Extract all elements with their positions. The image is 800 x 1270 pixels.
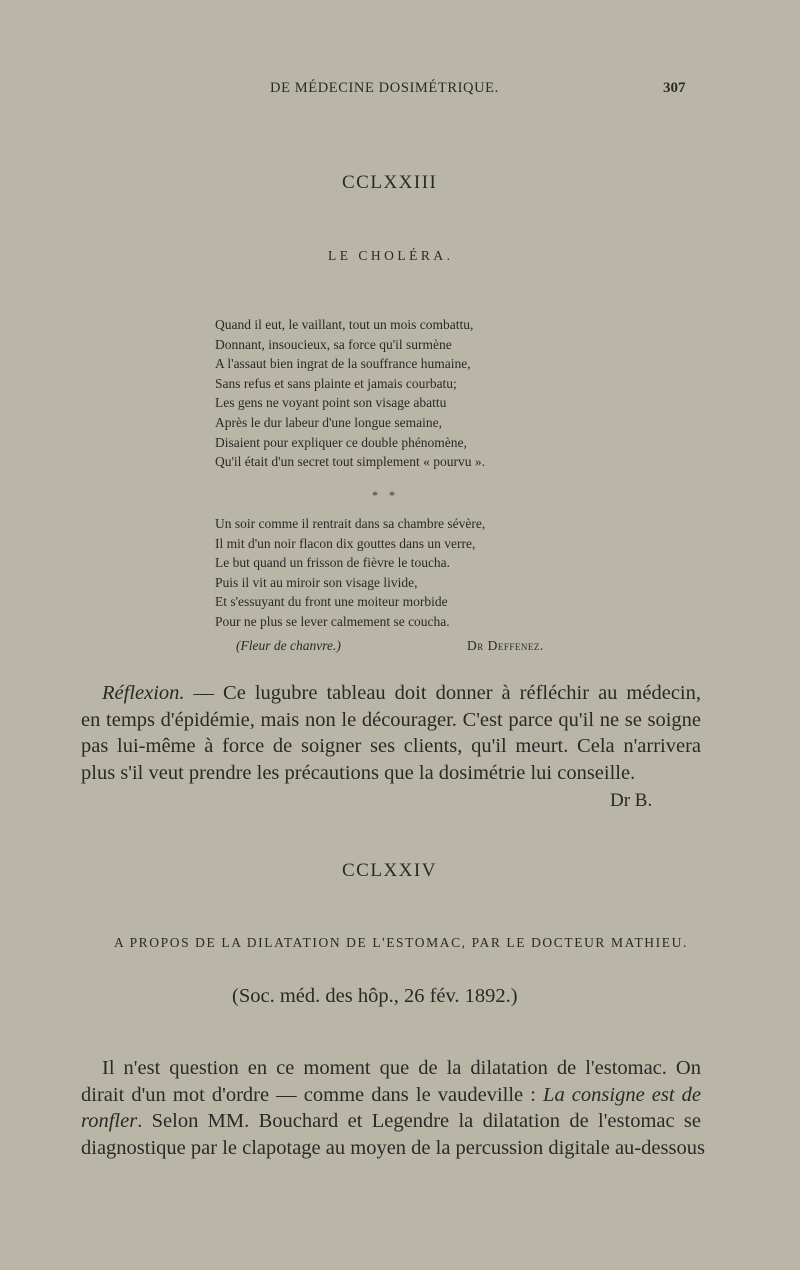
poem-line: Pour ne plus se lever calmement se coucha. [215, 613, 450, 629]
poem-stanza-1 [215, 315, 485, 472]
poem-source [236, 638, 341, 654]
body-italic: La consigne est de [543, 1083, 701, 1106]
poem-line: Sans refus et sans plainte et jamais courbatu; [215, 375, 457, 391]
poem-line: Le but quand un frisson de fièvre le toucha. [215, 555, 451, 571]
body-line-1: Il n'est question en ce moment que de la dilatation de l'estomac. On [102, 1057, 701, 1079]
body-text: . Selon MM. Bouchard et Legendre la dilatation de l'estomac se [137, 1110, 701, 1132]
poem-source-text: (Fleur de chanvre.) [236, 638, 341, 653]
reflexion-text: — Ce lugubre tableau doit donner à réfléchir au médecin, [193, 682, 701, 704]
poem-stanza-2 [215, 514, 485, 632]
body-paragraph [81, 1055, 705, 1161]
poem-line: Puis il vit au miroir son visage livide, [215, 574, 418, 590]
body-line-4: diagnostique par le clapotage au moyen de la percussion digitale au-dessous [81, 1136, 705, 1159]
poem-line: A l'assaut bien ingrat de la souffrance humaine, [215, 356, 471, 372]
poem-line: Un soir comme il rentrait dans sa chambre sévère, [215, 516, 486, 531]
poem-line: Quand il eut, le vaillant, tout un mois combattu, [215, 317, 474, 332]
poem-line: Il mit d'un noir flacon dix gouttes dans un verre, [215, 535, 476, 551]
poem-line: Les gens ne voyant point son visage abattu [215, 395, 447, 411]
section-title-1: LE CHOLÉRA. [328, 248, 454, 263]
section-number-1: CCLXXIII [342, 172, 438, 193]
section-title-2: A PROPOS DE LA DILATATION DE L'ESTOMAC, PAR LE DOCTEUR MATHIEU. [114, 935, 688, 950]
poem-line: Disaient pour expliquer ce double phénomène, [215, 434, 467, 450]
reflexion-line-1 [81, 680, 701, 707]
page-number: 307 [663, 80, 686, 96]
poem-line: Et s'essuyant du front une moiteur morbide [215, 594, 448, 610]
poem-line: Donnant, insoucieux, sa force qu'il surmène [215, 336, 452, 352]
poem-line: Qu'il était d'un secret tout simplement « pourvu ». [215, 454, 485, 470]
reflexion-label: Réflexion. [102, 682, 185, 704]
body-italic: ronfler [81, 1110, 138, 1132]
stanza-separator: * * [372, 488, 399, 502]
poem-author: Dr Deffenez. [467, 638, 544, 653]
reflexion-line-3: pas lui-même à force de soigner ses clients, qu'il meurt. Cela n'arrivera [81, 735, 701, 757]
body-line-3 [81, 1108, 701, 1135]
section-number-2: CCLXXIV [342, 860, 437, 881]
reflexion-paragraph [81, 680, 701, 786]
reflexion-line-2: en temps d'épidémie, mais non le décourager. C'est parce qu'il ne se soigne [81, 708, 701, 731]
body-text: dirait d'un mot d'ordre — comme dans le vaudeville : [81, 1083, 544, 1106]
poem-line: Après le dur labeur d'une longue semaine, [215, 414, 442, 430]
running-header: DE MÉDECINE DOSIMÉTRIQUE. [270, 80, 499, 96]
society-reference: (Soc. méd. des hôp., 26 fév. 1892.) [232, 985, 518, 1007]
body-line-2 [81, 1082, 701, 1109]
signature: Dr B. [610, 790, 653, 811]
reflexion-line-4: plus s'il veut prendre les précautions que la dosimétrie lui conseille. [81, 761, 636, 784]
